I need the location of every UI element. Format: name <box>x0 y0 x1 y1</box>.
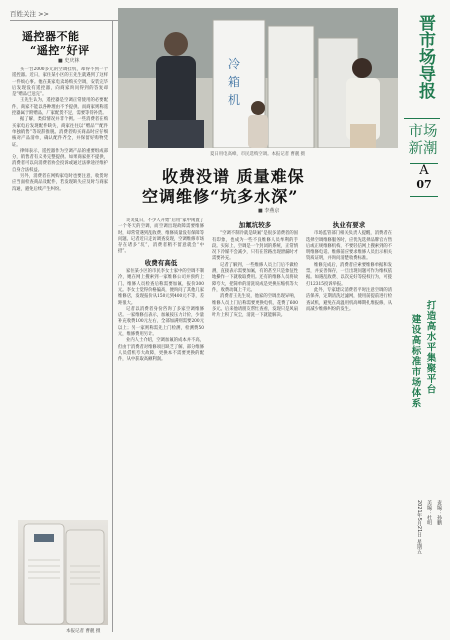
main-headline-line1: 收费没谱 质量难保 <box>162 167 305 186</box>
left-article-byline: ■ 史庆林 <box>58 58 80 64</box>
left-article-title-line1: 遥控器不能 <box>22 30 80 43</box>
left-paragraph: 买一台2000多元的空调挂机，却得不到一个遥控器。近日，家住某小区的王先生就遇到了这样一件烦心事。他在某家电卖场购买空调，安装完毕后发现没有遥控器，向商家询问得到的答复却是“赠品已送完”。 <box>12 67 108 98</box>
footer-info <box>416 500 443 630</box>
body-paragraph: 消费者王先生说，他家的空调出现异响，维修人员上门后称需要更换电机，花费了600多元。后来他请朋友帮忙查看，发现只是风扇叶片上积了灰尘，清洗一下就能解决。 <box>212 294 298 319</box>
left-photo <box>18 520 108 625</box>
main-headline-line2: 空调维修“坑多水深” <box>142 187 299 206</box>
body-paragraph: 此外，专家建议消费者平时注意空调的清洁保养，定期清洗过滤网，使用前提前进行检查试机，避免在高温用机高峰期扎堆报修，从而减少维修纠纷的发生。 <box>306 287 392 312</box>
left-article-body <box>12 67 108 515</box>
column-divider <box>112 20 113 632</box>
banner-line-2: 建设高标准市场体系 <box>409 314 421 409</box>
lead-paragraph: 炎炎夏日，不少人开始“启用”家中闲置了一个冬天的空调，而空调出现故障需要维修时，却常常遇到乱收费、维修质量没有保障等问题。记者近日走访调查发现，空调维修市场存在诸多“坑”，消费者稍不留意就会“中招”。 <box>118 218 204 255</box>
left-paragraph: 另外，消费者在网购家电时也要注意，收货时应当面检查商品及配件，若发现缺失应及时与商家沟通，避免后续产生纠纷。 <box>12 174 108 192</box>
masthead-rule <box>404 118 440 119</box>
masthead-column-name: 市场新潮 <box>408 124 438 157</box>
svg-text:机: 机 <box>228 93 241 107</box>
designer-credit: 美编：杜明 <box>426 500 432 525</box>
left-photo-caption: 本报记者 曹靓 摄 <box>66 629 101 634</box>
top-photo <box>118 8 398 148</box>
banner-line-1: 打造高水平集聚平台 <box>424 300 436 395</box>
svg-text:箱: 箱 <box>228 75 241 89</box>
main-article-column-3 <box>306 218 392 632</box>
section3-title: 执业有要求 <box>332 221 366 229</box>
section1-title: 收费有高低 <box>144 258 178 267</box>
main-article-column-1 <box>118 218 204 632</box>
body-paragraph: 维修完成后，消费者应索要维修单据和发票，并妥善保存，一旦出现问题可作为维权依据。如遇乱收费、以次充好等侵权行为，可拨打12315投诉举报。 <box>306 262 392 287</box>
main-article-byline: ■ 李燕京 <box>258 208 280 214</box>
right-banner <box>400 300 444 430</box>
left-article-title-line2: “遥控”好评 <box>30 44 90 57</box>
body-paragraph: 记者了解到，一些维修人员上门后不做检测，直接表示需要加氟，有的甚至只是象征性地操作一下就收取费用。还有的维修人员将故障夸大，把简单的清洗说成是更换压缩机等大件，收费动辄上千元。 <box>212 262 298 293</box>
left-paragraph: 律师表示，遥控器作为空调产品的重要组成部分，销售者有义务完整提供。如果商家拒不提供，消费者可以向消费者协会投诉或通过法律途径维护自身合法权益。 <box>12 148 108 173</box>
svg-text:冷: 冷 <box>228 57 241 71</box>
body-paragraph: 市场监管部门相关负责人提醒，消费者在选择空调维修服务时，应优先选择品牌官方售后或正规维修机构，不要轻信网上搜索到的不明维修电话。维修前应要求维修人员出示相关资质证明，并询问清楚收费标准。 <box>306 231 392 262</box>
body-paragraph: 业内人士介绍，空调加氟的成本并不高，但由于消费者对维修项目缺乏了解，部分维修人员借机夸大故障，更换本不需要更换的配件，从中获取高额利润。 <box>118 338 204 363</box>
section-label: 百姓关注 >> <box>10 10 49 18</box>
main-article-column-2 <box>212 218 298 632</box>
top-photo-caption: 夏日用电高峰，市民选购空调。本报记者 曹靓 摄 <box>210 152 305 157</box>
page-label: A <box>419 163 429 178</box>
body-paragraph: 记者以消费者身份咨询了多家空调维修店。一家维修点表示，加氟按压力计价，少量补充收费100元左右，全部加满则需要200元以上；另一家则称需先上门检测，检测费50元，维修费用另计。 <box>118 306 204 338</box>
date-line: 2021年5月21日 星期五 <box>416 500 422 554</box>
masthead-page-box <box>410 163 438 197</box>
left-paragraph: 据了解，类似情况并非个例。一些消费者在购买家电后发现配件缺失，商家往往以“赠品”“配件单独销售”等说辞推脱。消费者购买商品时应仔细核对产品清单，确认配件齐全，并保留好购物凭证。 <box>12 117 108 148</box>
body-paragraph: “空调不制冷就是缺氟”是很多消费者的固有印象，也成为一些不良维修人员牟利的手段。实际上，空调是一个封闭的系统，正常情况下冷媒不会减少，只有在管路出现泄漏时才需要补充。 <box>212 231 298 262</box>
editor-credit: 责编：孙鹏 <box>436 500 442 525</box>
left-paragraph: 王先生认为，遥控器是空调正常使用的必要配件，商家不能以各种理由不予提供。而商家则称遥控器属于附赠品，厂家配货不足，需要等待补货。 <box>12 98 108 117</box>
page-number: 07 <box>416 178 432 191</box>
section2-title: 加氟坑较多 <box>238 221 272 229</box>
masthead-paper-name: 晋市场导报 <box>415 14 435 99</box>
body-paragraph: 家住某小区的市民李女士家中的空调不制冷，她在网上搜索到一家维修公司并预约上门。维修人员检查后称需要加氟，报价300元。李女士觉得价格偏高，便询问了其他几家维修店，发现报价从150元到400元不等，差距很大。 <box>118 269 204 306</box>
